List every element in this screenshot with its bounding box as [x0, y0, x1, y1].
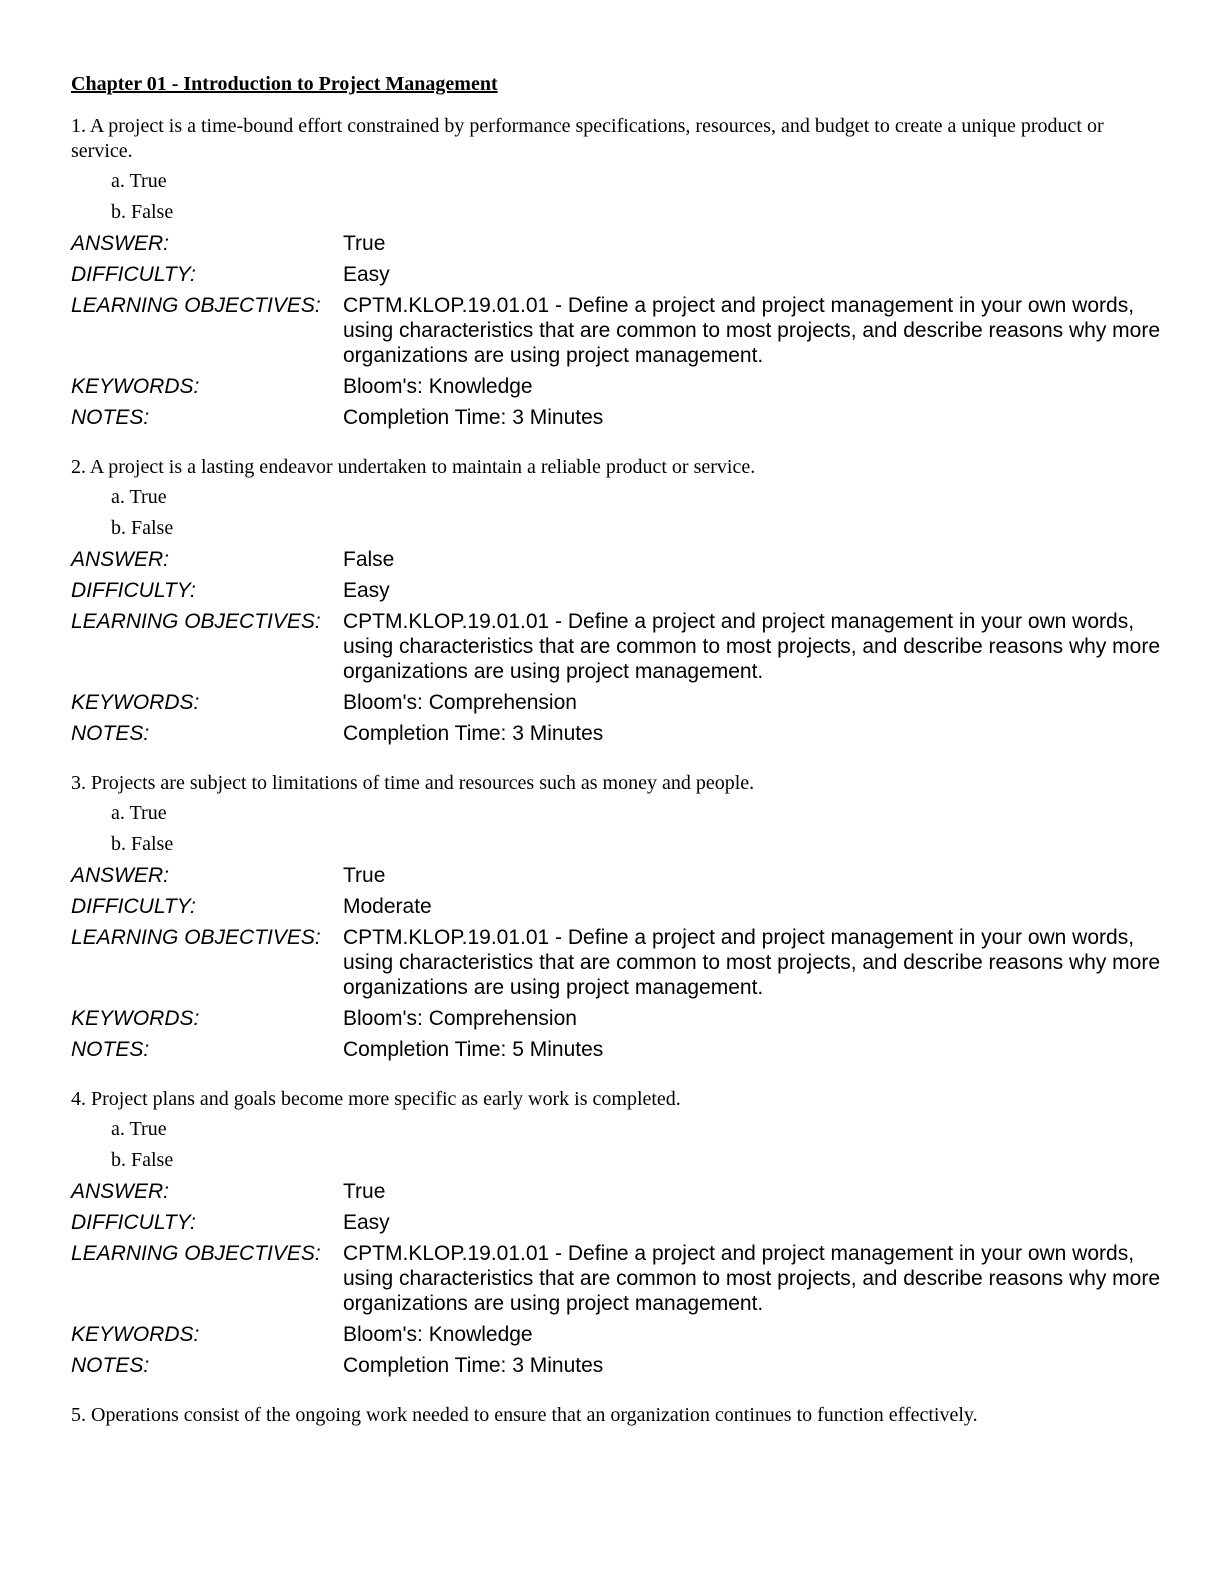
question-item	[71, 1403, 1161, 1428]
option-false: b. False	[111, 833, 174, 855]
learning-objectives-label: LEARNING OBJECTIVES:	[71, 294, 321, 317]
keywords-value: Bloom's: Comprehension	[343, 691, 577, 714]
answer-value: False	[343, 548, 395, 571]
question-text: 4. Project plans and goals become more specific as early work is completed.	[71, 1088, 681, 1110]
learning-objectives-value: CPTM.KLOP.19.01.01 - Define a project and project management in your own words, using characteristics that are common to most projects, and describe reasons why more organizations are using project management.	[343, 610, 1161, 683]
question-metadata	[71, 1176, 1161, 1381]
learning-objectives-value: CPTM.KLOP.19.01.01 - Define a project and project management in your own words, using characteristics that are common to most projects, and describe reasons why more organizations are using project management.	[343, 1242, 1161, 1315]
learning-objectives-value: CPTM.KLOP.19.01.01 - Define a project and project management in your own words, using characteristics that are common to most projects, and describe reasons why more organizations are using project management.	[343, 926, 1161, 999]
keywords-value: Bloom's: Comprehension	[343, 1007, 577, 1030]
answer-row	[71, 228, 1161, 259]
learning-objectives-label: LEARNING OBJECTIVES:	[71, 1242, 321, 1265]
notes-label: NOTES:	[71, 1354, 150, 1377]
difficulty-value: Easy	[343, 579, 390, 602]
learning-objectives-row	[71, 922, 1161, 1003]
difficulty-value: Easy	[343, 1211, 390, 1234]
notes-label: NOTES:	[71, 406, 150, 429]
answer-label: ANSWER:	[71, 548, 170, 571]
notes-row	[71, 402, 1161, 433]
learning-objectives-label: LEARNING OBJECTIVES:	[71, 610, 321, 633]
difficulty-value: Moderate	[343, 895, 432, 918]
answer-row	[71, 1176, 1161, 1207]
question-text: 5. Operations consist of the ongoing work needed to ensure that an organization continues to function effectively.	[71, 1404, 978, 1426]
difficulty-label: DIFFICULTY:	[71, 263, 196, 286]
notes-row	[71, 1034, 1161, 1065]
keywords-label: KEYWORDS:	[71, 1323, 200, 1346]
difficulty-row	[71, 1207, 1161, 1238]
difficulty-row	[71, 575, 1161, 606]
question-text: 2. A project is a lasting endeavor undertaken to maintain a reliable product or service.	[71, 456, 756, 478]
chapter-title: Chapter 01 - Introduction to Project Management	[71, 73, 498, 95]
notes-label: NOTES:	[71, 722, 150, 745]
difficulty-label: DIFFICULTY:	[71, 895, 196, 918]
notes-value: Completion Time: 3 Minutes	[343, 406, 604, 429]
keywords-value: Bloom's: Knowledge	[343, 1323, 533, 1346]
difficulty-label: DIFFICULTY:	[71, 579, 196, 602]
answer-value: True	[343, 232, 386, 255]
notes-label: NOTES:	[71, 1038, 150, 1061]
notes-value: Completion Time: 5 Minutes	[343, 1038, 604, 1061]
question-metadata	[71, 544, 1161, 749]
notes-value: Completion Time: 3 Minutes	[343, 1354, 604, 1377]
learning-objectives-value: CPTM.KLOP.19.01.01 - Define a project and project management in your own words, using characteristics that are common to most projects, and describe reasons why more organizations are using project management.	[343, 294, 1161, 367]
question-item	[71, 771, 1161, 1065]
difficulty-value: Easy	[343, 263, 390, 286]
answer-label: ANSWER:	[71, 232, 170, 255]
keywords-label: KEYWORDS:	[71, 1007, 200, 1030]
answer-label: ANSWER:	[71, 864, 170, 887]
answer-row	[71, 860, 1161, 891]
answer-value: True	[343, 864, 386, 887]
keywords-row	[71, 1003, 1161, 1034]
question-item	[71, 1087, 1161, 1381]
keywords-row	[71, 1319, 1161, 1350]
answer-options	[111, 1114, 1161, 1176]
notes-value: Completion Time: 3 Minutes	[343, 722, 604, 745]
difficulty-label: DIFFICULTY:	[71, 1211, 196, 1234]
keywords-row	[71, 371, 1161, 402]
difficulty-row	[71, 259, 1161, 290]
answer-options	[111, 798, 1161, 860]
learning-objectives-row	[71, 290, 1161, 371]
notes-row	[71, 1350, 1161, 1381]
option-true: a. True	[111, 802, 167, 824]
option-false: b. False	[111, 517, 174, 539]
question-metadata	[71, 860, 1161, 1065]
learning-objectives-label: LEARNING OBJECTIVES:	[71, 926, 321, 949]
option-false: b. False	[111, 201, 174, 223]
learning-objectives-row	[71, 606, 1161, 687]
question-item	[71, 455, 1161, 749]
keywords-value: Bloom's: Knowledge	[343, 375, 533, 398]
answer-options	[111, 482, 1161, 544]
answer-label: ANSWER:	[71, 1180, 170, 1203]
option-true: a. True	[111, 486, 167, 508]
answer-options	[111, 166, 1161, 228]
answer-row	[71, 544, 1161, 575]
keywords-label: KEYWORDS:	[71, 375, 200, 398]
document-page	[71, 70, 1161, 1450]
answer-value: True	[343, 1180, 386, 1203]
question-metadata	[71, 228, 1161, 433]
keywords-label: KEYWORDS:	[71, 691, 200, 714]
question-text: 1. A project is a time-bound effort constrained by performance specifications, resources, and budget to create a unique product or service.	[71, 115, 1104, 162]
question-text: 3. Projects are subject to limitations of time and resources such as money and people.	[71, 772, 755, 794]
difficulty-row	[71, 891, 1161, 922]
keywords-row	[71, 687, 1161, 718]
question-item	[71, 114, 1161, 433]
option-true: a. True	[111, 170, 167, 192]
learning-objectives-row	[71, 1238, 1161, 1319]
option-false: b. False	[111, 1149, 174, 1171]
option-true: a. True	[111, 1118, 167, 1140]
notes-row	[71, 718, 1161, 749]
